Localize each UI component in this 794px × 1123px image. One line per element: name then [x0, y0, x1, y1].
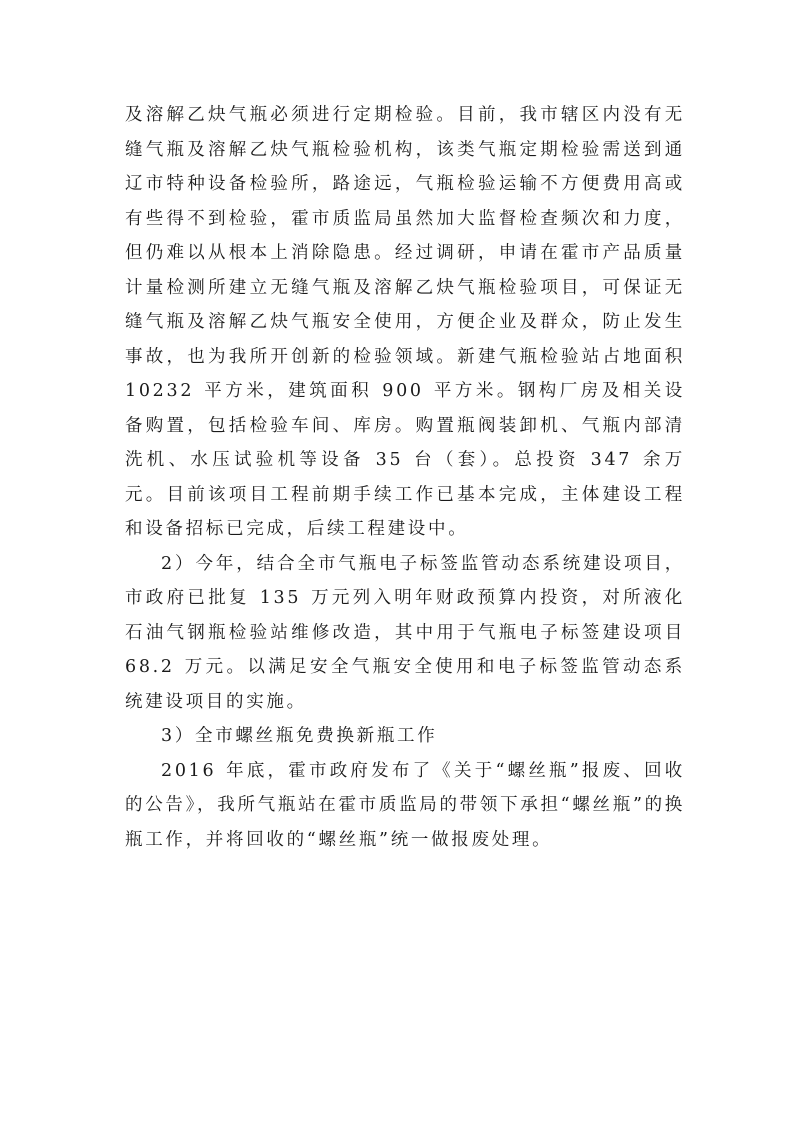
paragraph-item-3-heading: 3）全市螺丝瓶免费换新瓶工作: [161, 726, 438, 746]
paragraph-item-2: 2）今年，结合全市气瓶电子标签监管动态系统建设项目，市政府已批复 135 万元列入明年财政预算内投资，对所液化石油气钢瓶检验站维修改造，其中用于气瓶电子标签建设项目 68.2 万元。以满足安全气瓶安全使用和电子标签监管动态系统建设项目的实施。: [125, 553, 685, 712]
paragraph-gas-cylinder-inspection: 及溶解乙炔气瓶必须进行定期检验。目前，我市辖区内没有无缝气瓶及溶解乙炔气瓶检验机构，该类气瓶定期检验需送到通辽市特种设备检验所，路途远，气瓶检验运输不方便费用高或有些得不到检验，霍市质监局虽然加大监督检查频次和力度，但仍难以从根本上消除隐患。经过调研，申请在霍市产品质量计量检测所建立无缝气瓶及溶解乙炔气瓶检验项目，可保证无缝气瓶及溶解乙炔气瓶安全使用，方便企业及群众，防止发生事故，也为我所开创新的检验领域。新建气瓶检验站占地面积 10232 平方米，建筑面积 900 平方米。钢构厂房及相关设备购置，包括检验车间、库房。购置瓶阀装卸机、气瓶内部清洗机、水压试验机等设备 35 台（套）。总投资 347 余万元。目前该项目工程前期手续工作已基本完成，主体建设工程和设备招标已完成，后续工程建设中。: [125, 105, 685, 539]
body-text: [125, 98, 685, 857]
paragraph-2016-announcement: 2016 年底，霍市政府发布了《关于“螺丝瓶”报废、回收的公告》，我所气瓶站在霍市质监局的带领下承担“螺丝瓶”的换瓶工作，并将回收的“螺丝瓶”统一做报废处理。: [125, 760, 685, 850]
